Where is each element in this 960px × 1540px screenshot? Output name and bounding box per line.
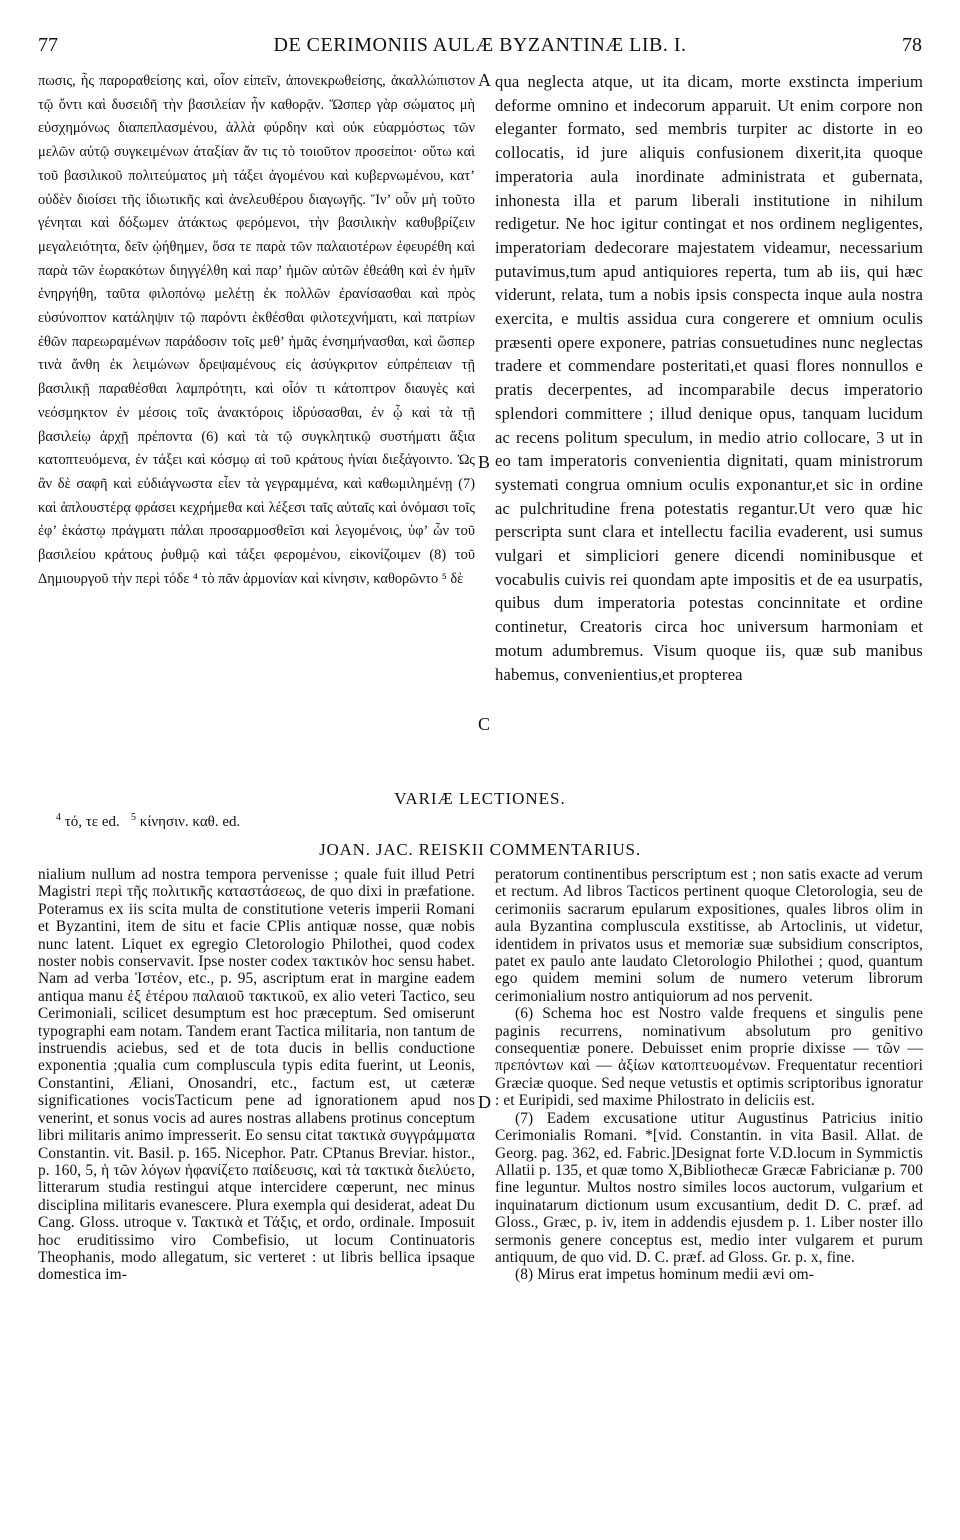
commentary-left-column: nialium nullum ad nostra tempora pervenisse ; quale fuit illud Petri Magistri περὶ τῆς πολιτικῆς καταστάσεως, de quo dixi in præfatione. Poteramus ex iis scita multa de constitutione veteris imperii Romani et Byzantini, item de situ et facie CPlis antiquæ nosse, quæ nobis nunc latent. Liquet ex egregio Cletorologio Philothei, quod codex noster nobis conservavit. Ipse noster codex τακτικὸν hoc sensu habet. Nam ad verba Ἰστέον, etc., p. 95, ascriptum erat in margine eadem antiqua manu ἐξ ἑτέρου παλαιοῦ τακτικοῦ, ex alio veteri Tactico, seu Cerimoniali, scilicet desumptum est hoc præceptum. Sed omiserunt typographi eam notam. Tandem erant Tactica militaria, non tantum de instruendis aciebus, sed et de tota ducis in bellis conductione exponentia ;qualia cum compluscula typis edita fuerint, ut Leonis, Constantini, Æliani, Onosandri, etc., factum est, ut cæteræ significationes vocisTacticum pene ad ignorationem apud nos venerint, et sonus vocis ad aures nostras allabens protinus conceptum libri militaris animo impresserit. Eo sensu citat τακτικὰ συγγράμματα Constantin. vit. Basil. p. 165. Nicephor. Patr. CPtanus Breviar. histor., p. 160, 5, ἡ τῶν λόγων ἠφανίζετο παίδευσις, καὶ τὰ τακτικὰ διελύετο, litterarum studia restingui atque intercidere cœperunt, nec minus disciplina militaris evanescere. Plura exempla qui desiderat, adeat Du Cang. Gloss. utroque v. Τακτικὰ et Τάξις, et ordo, ordinale. Imposuit hoc eruditissimo viro Combefisio, ut locum Continuatoris Theophanis, modo allegatum, sic verteret : ut libris bellica ipsaque domestica im-: [38, 866, 475, 1284]
note-5-text: κίνησιν. καθ. ed.: [139, 814, 241, 830]
running-title: DE CERIMONIIS AULÆ BYZANTINÆ LIB. I.: [273, 34, 687, 56]
margin-marker-a: A: [478, 70, 491, 90]
note-number-4: 4: [56, 812, 61, 823]
commentary-heading: JOAN. JAC. REISKII COMMENTARIUS.: [319, 840, 641, 859]
note-number-5: 5: [131, 812, 137, 823]
running-header: [38, 34, 922, 58]
commentary-right-column: [495, 866, 923, 1506]
latin-text-column: qua neglecta atque, ut ita dicam, morte exstincta imperium deforme omnino et indecorum apparuit. Ut enim corpore non eleganter formato, sed membris turpiter ac distorte in eo collocatis, id jure aliquis confusionem dixerit,ita quoque imperatoria aula inordinate administrata et gubernata, inhonesta illa et parum liberali institutione in nihilum redigetur. Ne hoc igitur contingat et nos ordinem negligentes, imperatoriam dedecorare majestatem videamur, necessarium putavimus,tum apud antiquiores reperta, tum ab iis, qui hæc viderunt, relata, tum a nobis ipsis conspecta inque aula nostra exercita, e multis assidua cura congerere et omnium oculis præsenti opere exponere, patrias consuetudines nunc neglectas tradere et commendare posteritati,et quasi flores nonnullos e pratis decerpentes, ad incomparabile decus imperatorio splendori committere ; illud denique opus, tanquam lucidum ac recens politum speculum, in medio atrio collocare, 3 ut in eo tam imperatoris convenientia dignitati, quam ministrorum systemati congrua omnium oculis exponantur,et sic in ordine ac pulchritudine frena potestatis regantur.Ut vero quæ hic perscripta sunt clara et intellectu facilia evaderent, usi sumus vulgari et simpliciori genere dicendi nominibusque et vocabulis cuivis rei quondam apte impositis et de ea usurpatis, quibus dum imperatoria potestas concinnitate et ordine continetur, Creatoris circa hoc universum harmoniam et motum adumbremus. Visum quoque iis, quæ sub manibus habemus, convenientius,et propterea: [495, 72, 923, 684]
note-4-text: τό, τε ed.: [64, 814, 120, 830]
page-number-right: 78: [902, 34, 922, 56]
greek-text-column: πωσις, ἧς παροραθείσης καὶ, οἷον εἰπεῖν, ἀπονεκρωθείσης, ἀκαλλώπιστον τῷ ὄντι καὶ δυσειδῆ τὴν βασιλείαν ἦν καθορᾷν. Ὥσπερ γὰρ σώματος μὴ εὐσχημόνως διαπεπλασμένου, ἀλλὰ φύρδην καὶ οὐκ εὐαρμόστως τῶν μελῶν αὐτῷ συγκειμένων ἀταξίαν ἄν τις τὸ τοιοῦτον προσείποι· οὕτω καὶ τοῦ βασιλικοῦ πολιτεύματος μὴ τάξει ἀγομένου καὶ κυβερνωμένου, κατ’ οὐδὲν διοίσει τῆς ἰδιωτικῆς καὶ ἀνελευθέρου διαγωγῆς. Ἵν’ οὖν μὴ τοῦτο γένηται καὶ δόξωμεν ἀτάκτως φερόμενοι, τὴν βασιλικὴν καθυβρίζειν μεγαλειότητα, δεῖν ᾠήθημεν, ὅσα τε παρὰ τῶν παλαιοτέρων ἐφευρέθη καὶ παρὰ τῶν ἑωρακότων διηγγέλθη καὶ παρ’ ἡμῶν αὐτῶν ἐθεάθη καὶ ἐν ἡμῖν ἐνηργήθη, ταῦτα φιλοπόνῳ μελέτῃ ἐκ πολλῶν ἐρανίσασθαι καὶ πρὸς εὐσύνοπτον κατάληψιν τῷ παρόντι ἐκθέσθαι φιλοτεχνήματι, καὶ πατρίων ἐθῶν παρεωραμένων παράδοσιν τοῖς μεθ’ ἡμᾶς ἐνσημήνασθαι, καὶ ὥσπερ τινὰ ἄνθη ἐκ λειμώνων δρεψαμένους εἰς ἀσύγκριτον εὐπρέπειαν τῇ βασιλικῇ παραθέσθαι λαμπρότητι, καὶ οἷόν τι κάτοπτρον διαυγὲς καὶ νεόσμηκτον ἐν μέσοις τοῖς ἀνακτόροις ἱδρύσασθαι, ἐν ᾧ καὶ τὰ τῇ βασιλείῳ ἀρχῇ πρέποντα (6) καὶ τὰ τῷ συγκλητικῷ συστήματι ἄξια κατοπτευόμενα, ἐν τάξει καὶ κόσμῳ αἱ τοῦ κράτους ἡνίαι διεξάγοιντο. Ὡς ἂν δὲ σαφῆ καὶ εὐδιάγνωστα εἶεν τὰ γεγραμμένα, καὶ καθωμιλημένῃ (7) καὶ ἁπλουστέρᾳ φράσει κεχρήμεθα καὶ λέξεσι ταῖς αὐταῖς καὶ ὀνόμασι τοῖς ἐφ’ ἑκάστῳ πράγματι πάλαι προσαρμοσθεῖσι καὶ λεγομένοις, ὑφ’ ὧν τοῦ βασιλείου κράτους ῥυθμῷ καὶ τάξει φερομένου, εἰκονίζοιμεν (8) τοῦ Δημιουργοῦ τὴν περὶ τόδε ⁴ τὸ πᾶν ἁρμονίαν καὶ κίνησιν, καθορῶντο ⁵ δὲ: [38, 73, 475, 587]
commentary-note-8: (8) Mirus erat impetus hominum medii ævi om-: [515, 1266, 814, 1284]
variae-lectiones-notes: [56, 812, 240, 831]
margin-marker-b: B: [478, 452, 491, 472]
variae-lectiones-heading: VARIÆ LECTIONES.: [394, 789, 566, 808]
commentary-note-7: (7) Eadem excusatione utitur Augustinus Patricius initio Cerimonialis Romani. *[vid. Constantin. in vita Basil. Allat. de Georg. pag. 362, ed. Fabric.]Designat forte V.D.locum in Symmictis Allatii p. 135, et quæ tomo X,Bibliothecæ Græcæ Fabricianæ p. 700 fine leguntur. Multos nostro similes locos auctorum, vulgarium et inquinatarum dictionum usum excusantium, dedit D. C. præf. ad Gloss., Græc, p. iv, item in addendis ejusdem p. 1. Liber noster illo sermonis genere conceptus est, medio inter vulgarem et purum antiquum, de quo vid. D. C. præf. ad Gloss. Gr. p. x, fine.: [495, 1109, 923, 1266]
page-number-left: 77: [38, 34, 58, 56]
margin-marker-d: D: [478, 1092, 491, 1112]
commentary-paragraph: peratorum continentibus perscriptum est ; non satis exacte ad verum et rectum. Ad libros Tacticos pertinent quoque Cletorologia, seu de cerimoniis sacrarum epularum expositiones, quales libros olim in aula Byzantina compluscula exstitisse, ab Artoclinis, ut videtur, identidem in privatos usus et memoriæ suæ subsidium conscriptos, patet ex paulo ante laudato Cletorologio Philothei ; quod, quantum ego quidem memini solum de numero veterum librorum cerimonialium nostro antiquiorum ad nos pervenit.: [495, 866, 923, 1005]
commentary-note-6: (6) Schema hoc est Nostro valde frequens et singulis pene paginis recurrens, nominativum absolutum pro genitivo consequentiæ ponere. Debuisset enim proprie dixisse — τῶν — πρεπόντων καὶ — ἀξίων κατοπτευομένων. Frequentatur recentiori Græciæ quoque. Sed neque vetustis et optimis scriptoribus ignoratur : et Euripidi, sed maxime Philostrato in deliciis est.: [495, 1005, 923, 1110]
margin-marker-c: C: [478, 714, 491, 734]
